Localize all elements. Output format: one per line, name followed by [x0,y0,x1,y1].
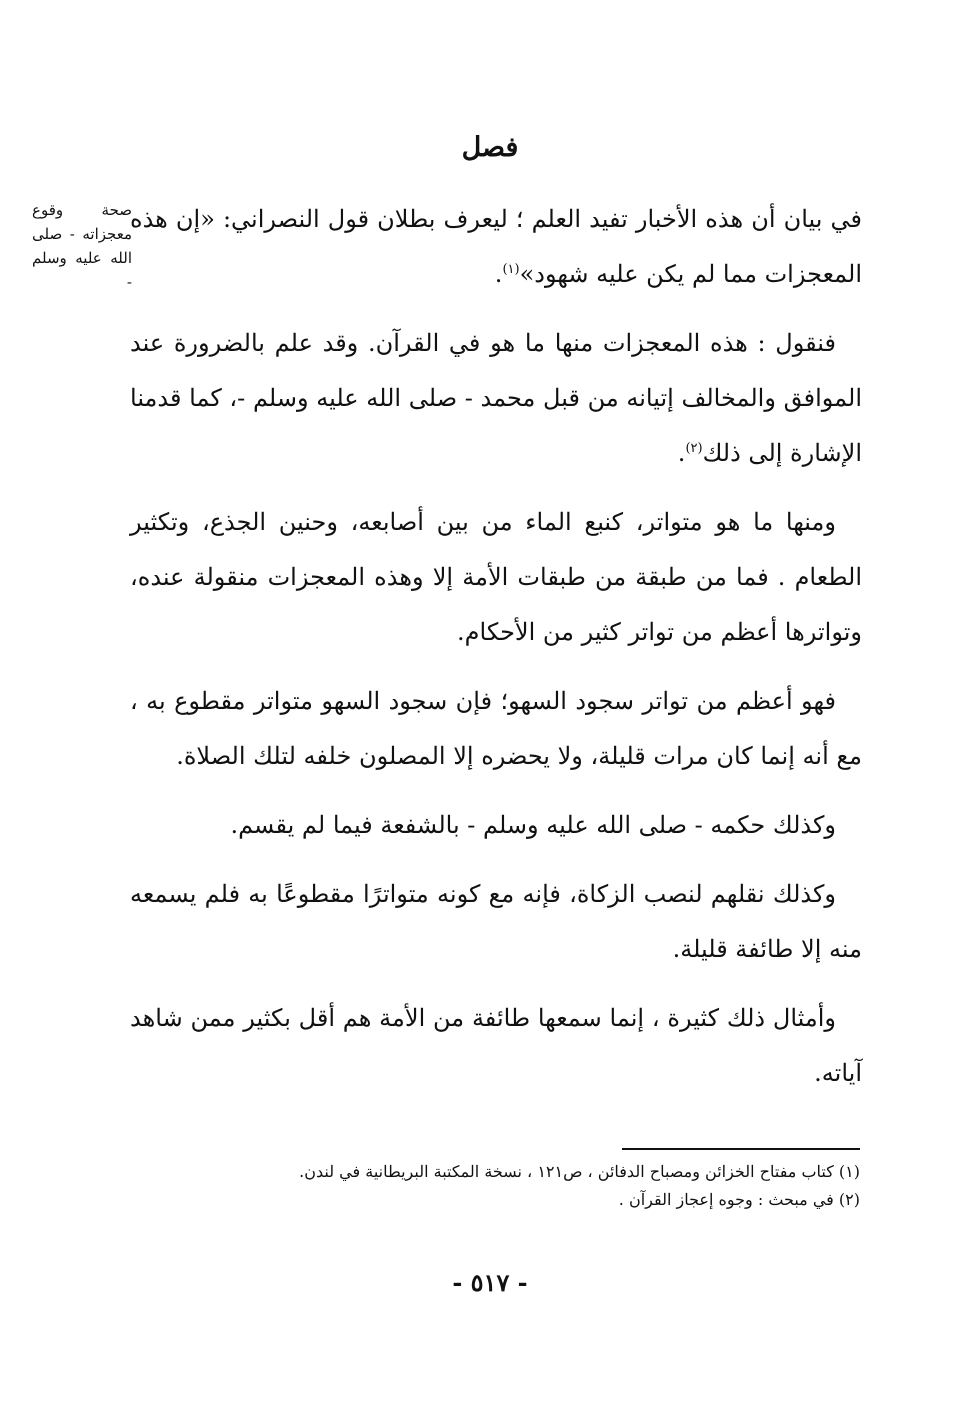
chapter-title: فصل [461,132,519,163]
margin-note: صحة وقوع معجزاته - صلى الله عليه وسلم - [32,201,132,291]
paragraph: فهو أعظم من تواتر سجود السهو؛ فإن سجود السهو متواتر مقطوع به ، مع أنه إنما كان مرات قليلة، ولا يحضره إلا المصلون خلفه لتلك الصلاة. [130,687,862,770]
footnote-reference: (٢) [685,441,703,456]
paragraph [130,316,862,481]
footnote: (٢) في مبحث : وجوه إعجاز القرآن . [618,1190,860,1209]
paragraph-text: فنقول : هذه المعجزات منها ما هو في القرآن. وقد علم بالضرورة عند الموافق والمخالف إتيانه من قبل محمد - صلى الله عليه وسلم -، كما قدمنا الإشارة إلى ذلك [130,329,862,467]
paragraph-tail: . [677,439,686,467]
main-text [130,192,862,1115]
footnotes [160,1158,860,1214]
paragraph: وكذلك حكمه - صلى الله عليه وسلم - بالشفعة فيما لم يقسم. [230,811,836,839]
footnote-divider [622,1148,860,1150]
footnote-reference: (١) [502,262,520,277]
page-number: - ٥١٧ - [452,1268,528,1297]
paragraph-text: في بيان أن هذه الأخبار تفيد العلم ؛ ليعرف بطلان قول النصراني: «إن هذه المعجزات مما لم يكن عليه شهود» [130,205,862,288]
paragraph-tail: . [494,260,503,288]
paragraph: ومنها ما هو متواتر، كنبع الماء من بين أصابعه، وحنين الجذع، وتكثير الطعام . فما من طبقة من طبقات الأمة إلا وهذه المعجزات منقولة عنده، وتواترها أعظم من تواتر كثير من الأحكام. [130,508,862,646]
paragraph [130,192,862,302]
paragraph: وأمثال ذلك كثيرة ، إنما سمعها طائفة من الأمة هم أقل بكثير ممن شاهد آياته. [130,1004,862,1087]
footnote: (١) كتاب مفتاح الخزائن ومصباح الدفائن ، ص١٢١ ، نسخة المكتبة البريطانية في لندن. [299,1162,860,1181]
paragraph: وكذلك نقلهم لنصب الزكاة، فإنه مع كونه متواترًا مقطوعًا به فلم يسمعه منه إلا طائفة قليلة. [130,880,862,963]
